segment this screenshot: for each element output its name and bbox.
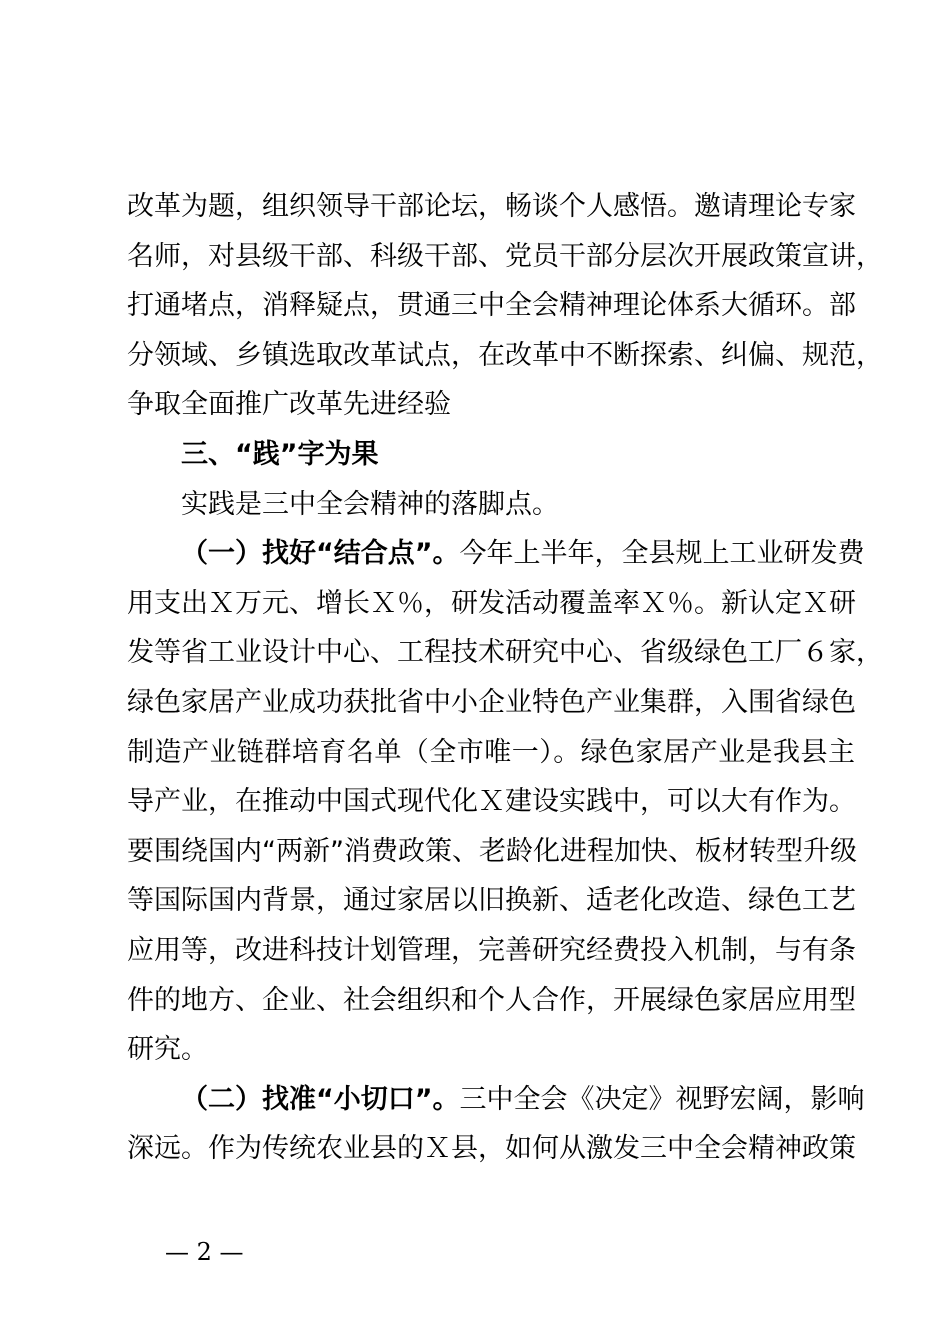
subsection-title: （一）找好“结合点”。 <box>181 538 460 570</box>
text-line: 件的地方、企业、社会组织和个人合作，开展绿色家居应用型 <box>127 984 856 1016</box>
text-line: 争取全面推广改革先进经验 <box>127 389 451 421</box>
subsection-title: （二）找准“小切口”。 <box>181 1083 460 1115</box>
body-text <box>127 182 883 1174</box>
section-intro: 实践是三中全会精神的落脚点。 <box>181 488 559 520</box>
text-line: 深远。作为传统农业县的Ｘ县，如何从激发三中全会精神政策 <box>127 1133 856 1165</box>
subsection-first-line <box>127 529 865 579</box>
text-line: 打通堵点，消释疑点，贯通三中全会精神理论体系大循环。部 <box>127 290 856 322</box>
text-line: 研究。 <box>127 1034 208 1066</box>
text-line: 名师，对县级干部、科级干部、党员干部分层次开展政策宣讲， <box>127 240 883 272</box>
subsection-2 <box>127 1075 865 1174</box>
text-line: 要围绕国内“两新”消费政策、老龄化进程加快、板材转型升级 <box>127 835 857 867</box>
subsection-first-line <box>127 1075 865 1125</box>
text-line: 分领域、乡镇选取改革试点，在改革中不断探索、纠偏、规范， <box>127 339 883 371</box>
page-number: — 2 — <box>165 1238 244 1266</box>
paragraph-reform-forum <box>127 182 883 430</box>
text-line: 用支出Ｘ万元、增长Ｘ％，研发活动覆盖率Ｘ％。新认定Ｘ研 <box>127 587 856 619</box>
text-line: 改革为题，组织领导干部论坛，畅谈个人感悟。邀请理论专家 <box>127 191 856 222</box>
section-heading: 三、“践”字为果 <box>181 438 379 470</box>
text-line: 发等省工业设计中心、工程技术研究中心、省级绿色工厂６家， <box>127 637 883 669</box>
text-line: 绿色家居产业成功获批省中小企业特色产业集群，入围省绿色 <box>127 686 856 718</box>
text-line: 制造产业链群培育名单（全市唯一）。绿色家居产业是我县主 <box>127 736 855 768</box>
text-line: 等国际国内背景，通过家居以旧换新、适老化改造、绿色工艺 <box>127 885 856 917</box>
text-run: 今年上半年，全县规上工业研发费 <box>459 538 865 570</box>
text-line: 导产业，在推动中国式现代化Ｘ建设实践中，可以大有作为。 <box>127 786 856 818</box>
text-run: 三中全会《决定》视野宏阔，影响 <box>459 1083 865 1115</box>
subsection-1 <box>127 529 883 1075</box>
text-line: 应用等，改进科技计划管理，完善研究经费投入机制，与有条 <box>127 934 856 966</box>
